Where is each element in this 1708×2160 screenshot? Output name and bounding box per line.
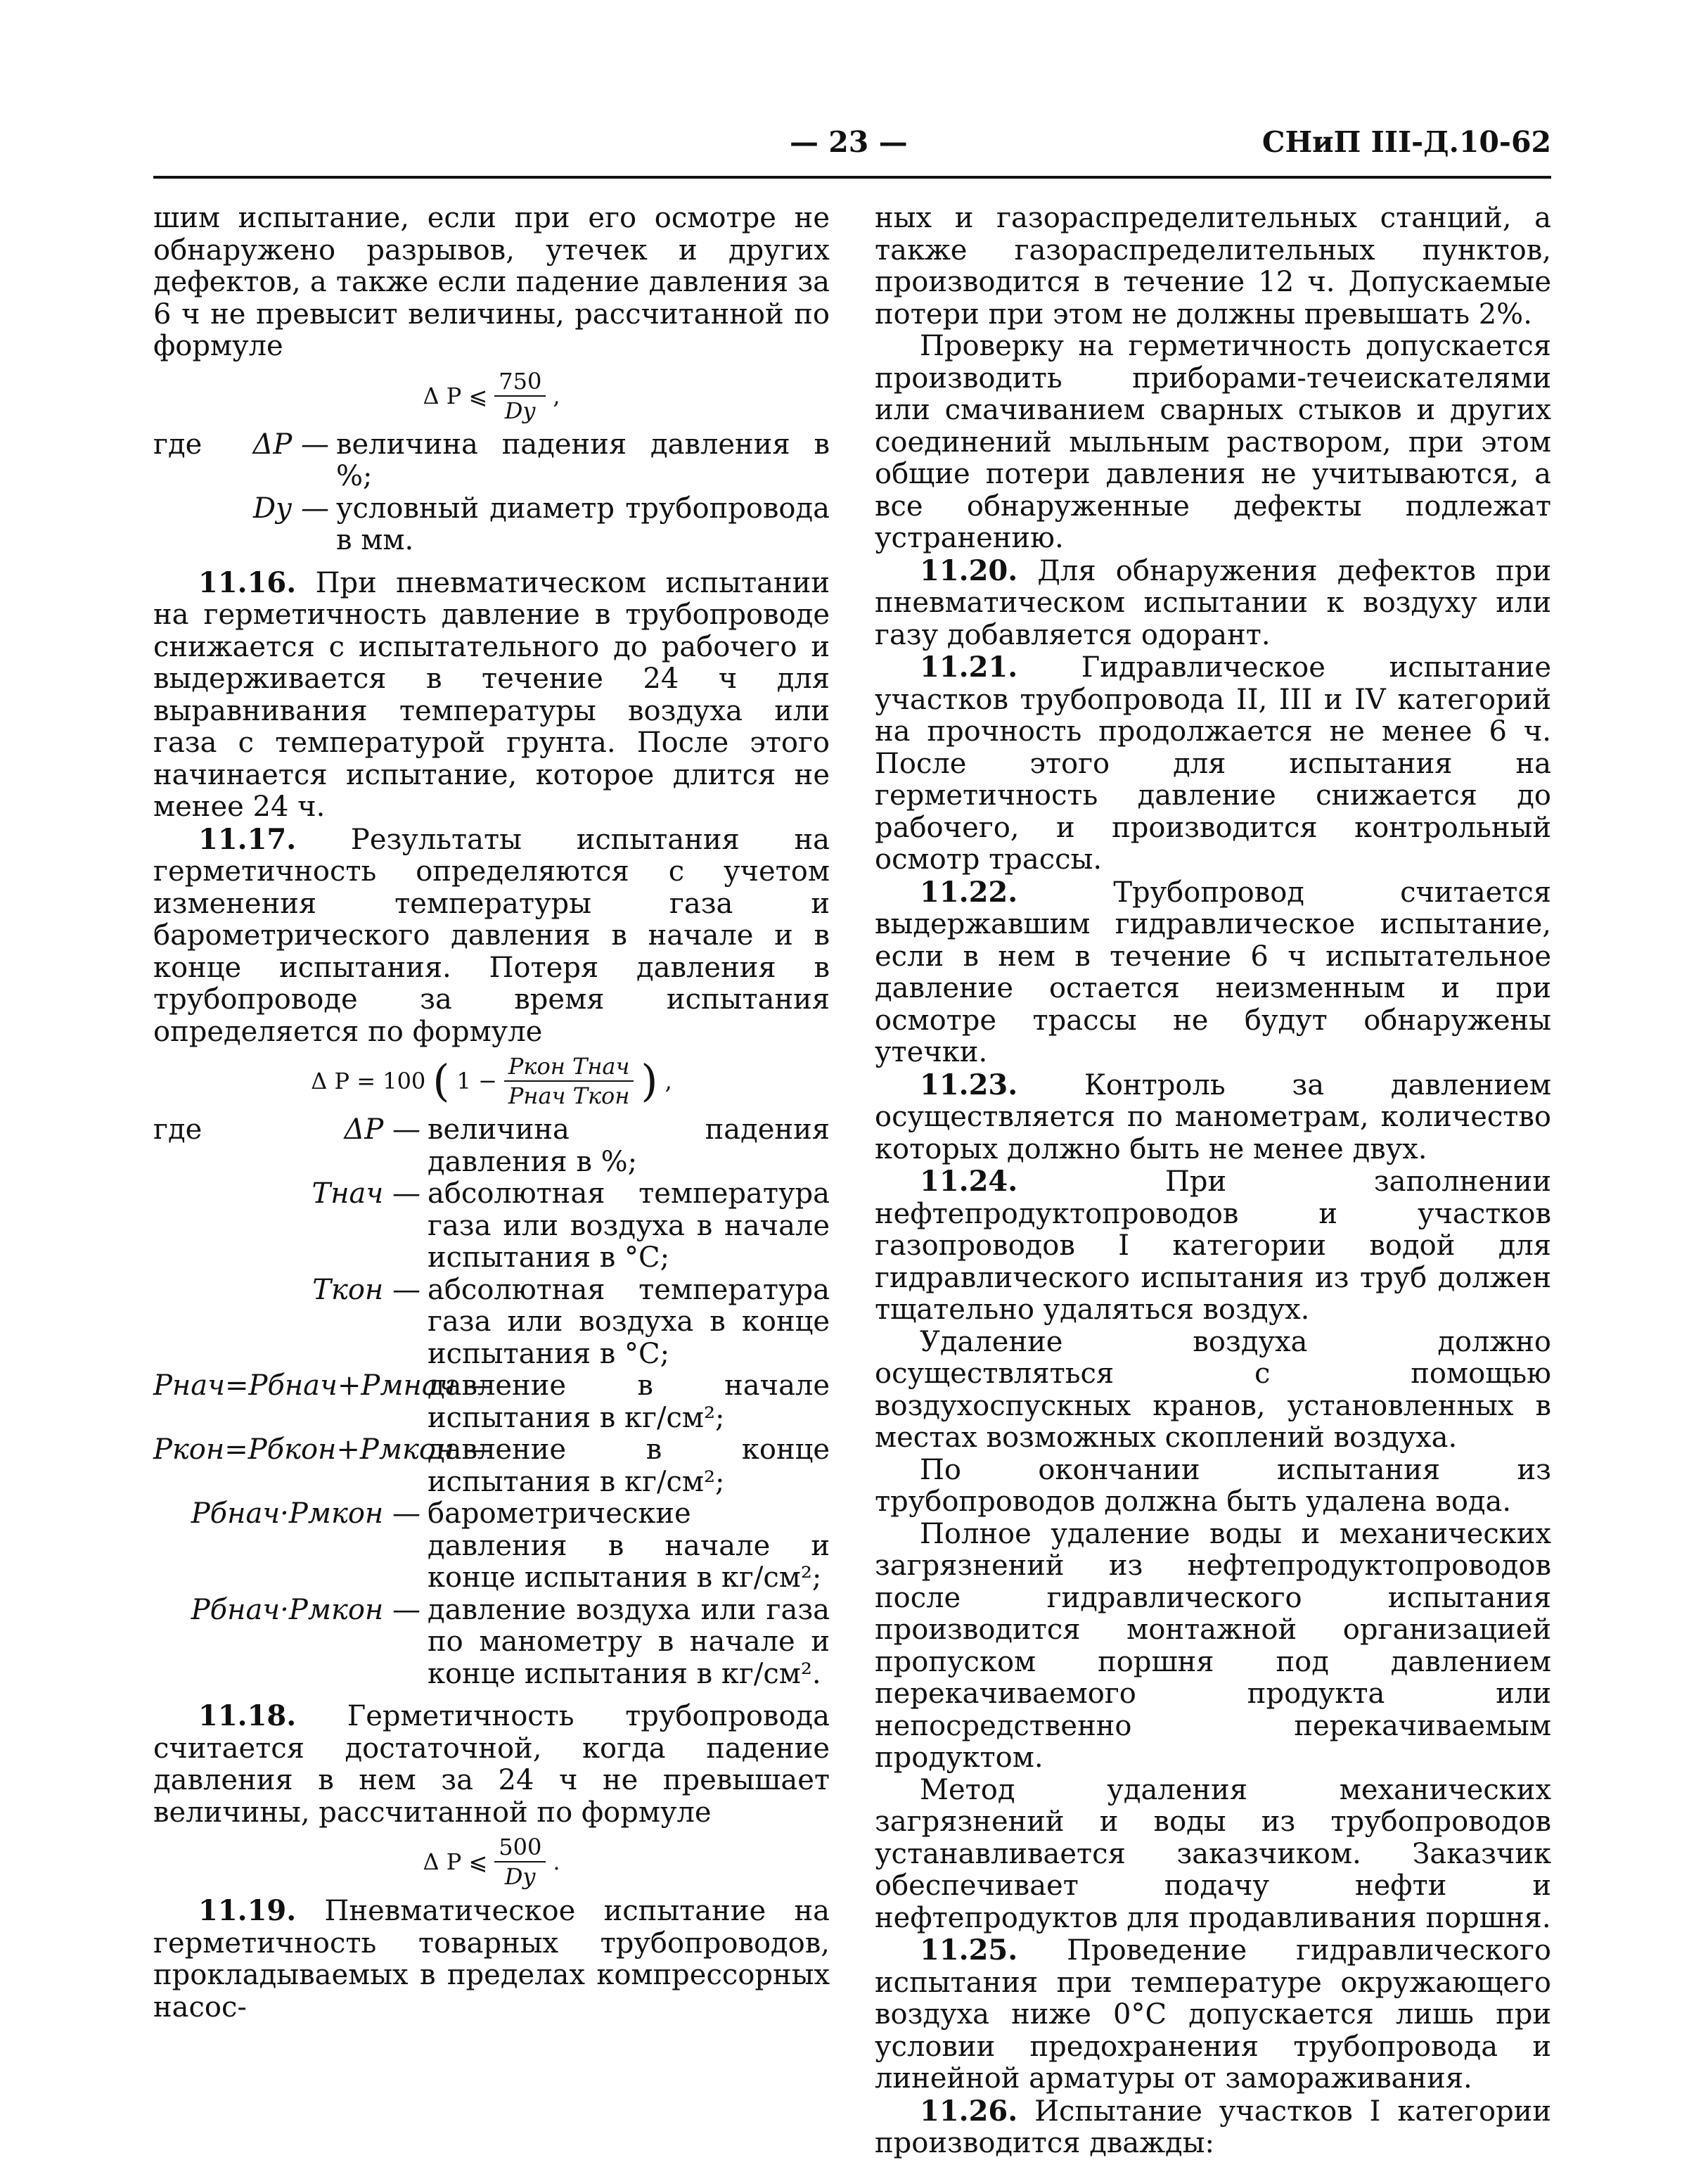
section-text: Результаты испытания на герметичность определяются с учетом изменения температуры газа и барометрического давления в начале и в конце испытания. Потеря давления в трубопроводе за время испытания определяется по формуле [153,823,830,1048]
section-text: Трубопровод считается выдержавшим гидравлическое испытание, если в нем в течение 6 ч испытательное давление остается неизменным и при осмотре трассы не будут обнаружены утечки. [875,876,1552,1068]
legend-definition: барометрические давления в начале и конце испытания в кг/см²; [428,1497,830,1594]
legend-definition: давление в конце испытания в кг/см²; [428,1433,830,1498]
right-paren: ) [641,1055,658,1106]
formula-lhs: Δ P = 100 [311,1068,426,1094]
section-11-19 [153,1895,830,2024]
section-11-17 [153,824,830,1049]
legend-definition: абсолютная температура газа или воздуха в конце испытания в °С; [428,1273,830,1370]
formula-tail: , [553,382,560,409]
document-code: СНиП III-Д.10-62 [1261,125,1551,159]
section-11-24 [875,1165,1551,1327]
formula-legend [153,1114,830,1690]
fraction [504,1054,634,1108]
section-text: Проведение гидравлического испытания при температуре окружающего воздуха ниже 0°С допускается лишь при условии предохранения трубопровода и линейной арматуры от замораживания. [875,1934,1552,2095]
legend-where: где [153,1113,203,1146]
legend-symbol: ΔP — [252,428,329,461]
section-text: Герметичность трубопровода считается достаточной, когда падение давления в нем за 24 ч не превышает величины, рассчитанной по формуле [153,1700,830,1829]
section-number: 11.24. [920,1165,1018,1198]
paragraph: шим испытание, если при его осмотре не обнаружено разрывов, утечек и других дефектов, а также если падение давления за 6 ч не превысит величины, рассчитанной по формуле [153,202,830,362]
section-11-21 [875,651,1551,876]
denominator: Pнач Tкон [508,1082,630,1109]
formula-one-minus: 1 − [456,1068,497,1094]
section-text: Гидравлическое испытание участков трубопровода II, III и IV категорий на прочность продолжается не менее 6 ч. После этого для испытания на герметичность давление снижается до рабочего, и производится контрольный осмотр трассы. [875,651,1551,876]
fraction [494,1834,546,1889]
section-number: 11.18. [198,1699,297,1732]
legend-definition: абсолютная температура газа или воздуха в начале испытания в °С; [428,1177,830,1274]
page-header [153,125,1551,167]
numerator: 500 [494,1834,546,1862]
paragraph: Проверку на герметичность допускается производить приборами-течеискателями или смачиванием сварных стыков и других соединений мыльным раствором, при этом общие потери давления не учитываются, а все обнаруженные дефекты подлежат устранению. [875,330,1551,554]
section-11-16 [153,567,830,824]
section-number: 11.23. [920,1068,1018,1101]
section-11-20 [875,555,1551,652]
formula-tail: . [553,1848,560,1875]
formula-legend [153,429,830,557]
formula-lhs: Δ P ⩽ [423,1848,488,1875]
legend-symbol: Pкон=Pбкон+Pмкон — [153,1433,492,1466]
legend-definition: условный диаметр трубопровода в мм. [336,492,830,556]
legend-symbol: Pбнач·Pмкон — [191,1593,420,1626]
numerator: 750 [494,369,546,397]
left-paren: ( [432,1055,450,1106]
legend-definition: давление воздуха или газа по манометру в начале и конце испытания в кг/см². [428,1593,830,1690]
section-number: 11.21. [920,651,1018,684]
page-number: — 23 — [790,125,908,159]
legend-definition: величина падения давления в %; [428,1113,830,1178]
header-rule [153,176,1551,179]
denominator: Dу [504,1863,536,1890]
section-number: 11.26. [920,2094,1018,2128]
section-text: Пневматическое испытание на герметичность товарных трубопроводов, прокладываемых в пределах компрессорных насос- [153,1895,830,2024]
left-column [153,203,830,2024]
section-number: 11.22. [920,875,1018,909]
section-11-23 [875,1069,1551,1166]
legend-where: где [153,428,203,461]
legend-symbol: Tнач — [312,1177,420,1210]
section-text: Испытание участков I категории производится дважды: [875,2095,1551,2159]
section-number: 11.16. [198,565,297,599]
formula-tail: , [664,1068,672,1094]
paragraph: Полное удаление воды и механических загрязнений из нефтепродуктопроводов после гидравлического испытания производится монтажной организацией пропуском поршня под давлением перекачиваемого продукта или непосредственно перекачиваемым продуктом. [875,1517,1551,1774]
legend-symbol: ΔP — [344,1113,420,1146]
fraction [494,369,546,423]
legend-symbol: Pбнач·Pмкон — [191,1497,420,1530]
paragraph: По окончании испытания из трубопроводов должна быть удалена вода. [875,1453,1551,1518]
section-11-22 [875,876,1551,1069]
legend-definition: давление в начале испытания в кг/см²; [428,1369,830,1434]
right-column [875,203,1551,2160]
legend-symbol: Pнач=Pбнач+Pмнач — [153,1369,494,1402]
section-number: 11.17. [198,822,297,856]
paragraph: Удаление воздуха должно осуществляться с помощью воздухоспускных кранов, установленных в местах возможных скоплений воздуха. [875,1325,1551,1454]
section-number: 11.19. [198,1894,297,1927]
section-text: Контроль за давлением осуществляется по манометрам, количество которых должно быть не менее двух. [875,1068,1552,1165]
legend-symbol: Dу — [253,492,329,525]
legend-definition: величина падения давления в %; [336,428,830,492]
denominator: Dу [504,397,536,424]
legend-symbol: Tкон — [312,1273,420,1306]
section-11-26 [875,2095,1551,2160]
section-number: 11.25. [920,1934,1018,1967]
section-text: Для обнаружения дефектов при пневматическом испытании к воздуху или газу добавляется одорант. [875,554,1551,651]
section-11-25 [875,1934,1551,2095]
section-text: При пневматическом испытании на герметичность давление в трубопроводе снижается с испытательного до рабочего и выдерживается в течение 24 ч для выравнивания температуры воздуха или газа с температурой грунта. После этого начинается испытание, которое длится не менее 24 ч. [153,566,830,823]
formula-pressure-drop-750 [153,369,830,423]
formula-pressure-loss [153,1054,830,1108]
section-11-18 [153,1700,830,1829]
paragraph: ных и газораспределительных станций, а также газораспределительных пунктов, производится в течение 12 ч. Допускаемые потери при этом не должны превышать 2%. [875,202,1551,331]
formula-lhs: Δ P ⩽ [423,382,488,409]
section-text: При заполнении нефтепродуктопроводов и участков газопроводов I категории водой для гидравлического испытания из труб должен тщательно удаляться воздух. [875,1165,1551,1326]
section-number: 11.20. [920,554,1018,587]
paragraph: Метод удаления механических загрязнений и воды из трубопроводов устанавливается заказчиком. Заказчик обеспечивает подачу нефти и нефтепродуктов для продавливания поршня. [875,1773,1551,1934]
formula-pressure-drop-500 [153,1834,830,1889]
numerator: Pкон Tнач [504,1054,634,1082]
